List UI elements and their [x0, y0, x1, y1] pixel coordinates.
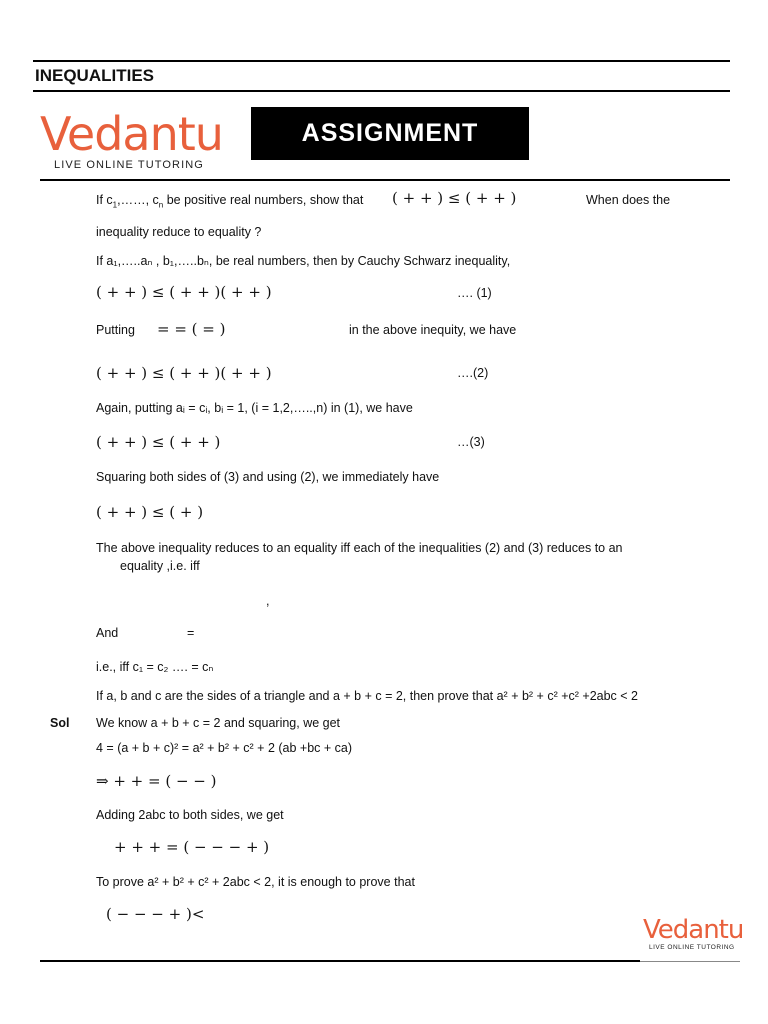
- q1-tail: When does the: [586, 193, 671, 207]
- q1-line2: inequality reduce to equality ?: [96, 225, 262, 239]
- and-equals: =: [187, 626, 195, 640]
- putting-tail: in the above inequity, we have: [349, 323, 517, 337]
- footer-rule: [40, 960, 640, 962]
- footer-vedantu-logo: [643, 915, 743, 955]
- content-rule-top: [40, 179, 730, 181]
- footer-logo-word: Vedantu: [643, 915, 744, 945]
- footer-logo-tagline: LIVE ONLINE TUTORING: [649, 944, 735, 951]
- q1-text-a: If c: [96, 193, 113, 207]
- ie-line: i.e., iff c₁ = c₂ …. = cₙ: [96, 660, 214, 674]
- equation-3-tag: …(3): [457, 435, 485, 449]
- q2-line: If a, b and c are the sides of a triangle and a + b + c = 2, then prove that a² + b² + c² +c² +2abc < 2: [96, 689, 639, 703]
- sol-label: Sol: [50, 716, 70, 730]
- logo-tagline: LIVE ONLINE TUTORING: [54, 159, 204, 171]
- toprove-line: To prove a² + b² + c² + 2abc < 2, it is enough to prove that: [96, 875, 415, 889]
- equation-3: ( + + ) ≤ ( + + ): [96, 433, 221, 451]
- vedantu-logo: [40, 108, 230, 176]
- equation-4: ( + + ) ≤ ( + ): [96, 503, 204, 521]
- q1-text-e: be positive real numbers, show that: [163, 193, 364, 207]
- putting-label: Putting: [96, 323, 135, 337]
- equality-line-1: The above inequality reduces to an equality iff each of the inequalities (2) and (3) reduces to an: [96, 541, 623, 555]
- sol-line-1: We know a + b + c = 2 and squaring, we get: [96, 716, 341, 730]
- equality-line-2: equality ,i.e. iff: [120, 559, 200, 573]
- squaring-line: Squaring both sides of (3) and using (2), we immediately have: [96, 470, 440, 484]
- cauchy-line: If a₁,…..aₙ , b₁,…..bₙ, be real numbers, then by Cauchy Schwarz inequality,: [96, 254, 511, 268]
- final-math: ( − − − + )<: [106, 905, 205, 923]
- header-rule-top: [33, 60, 730, 62]
- adding-line: Adding 2abc to both sides, we get: [96, 808, 284, 822]
- putting-math: = = ( = ): [157, 320, 226, 338]
- logo-word: Vedantu: [40, 107, 223, 161]
- equation-1: ( + + ) ≤ ( + + )( + + ): [96, 283, 272, 301]
- sol-line-2: 4 = (a + b + c)² = a² + b² + c² + 2 (ab +bc + ca): [96, 741, 353, 755]
- adding-math: + + + = ( − − − + ): [114, 838, 270, 856]
- page-title: INEQUALITIES: [35, 66, 155, 85]
- q1-sub-n: n: [158, 200, 164, 210]
- q1-math: ( + + ) ≤ ( + + ): [392, 189, 517, 207]
- q1-line1: [96, 193, 363, 210]
- and-label: And: [96, 626, 119, 640]
- equation-1-tag: …. (1): [457, 286, 492, 300]
- footer-rule-thin: [640, 961, 740, 962]
- implies-math: ⇒ + + = ( − − ): [96, 772, 217, 790]
- assignment-banner: ASSIGNMENT: [251, 107, 529, 160]
- header-rule-bottom: [33, 90, 730, 92]
- equation-2-tag: ….(2): [457, 366, 489, 380]
- equation-2: ( + + ) ≤ ( + + )( + + ): [96, 364, 272, 382]
- q1-text-c: ,……, c: [117, 193, 159, 207]
- equality-comma: ,: [266, 594, 270, 608]
- again-line: Again, putting aᵢ = cᵢ, bᵢ = 1, (i = 1,2,…..,n) in (1), we have: [96, 401, 413, 415]
- q1-sub-1: 1: [112, 200, 118, 210]
